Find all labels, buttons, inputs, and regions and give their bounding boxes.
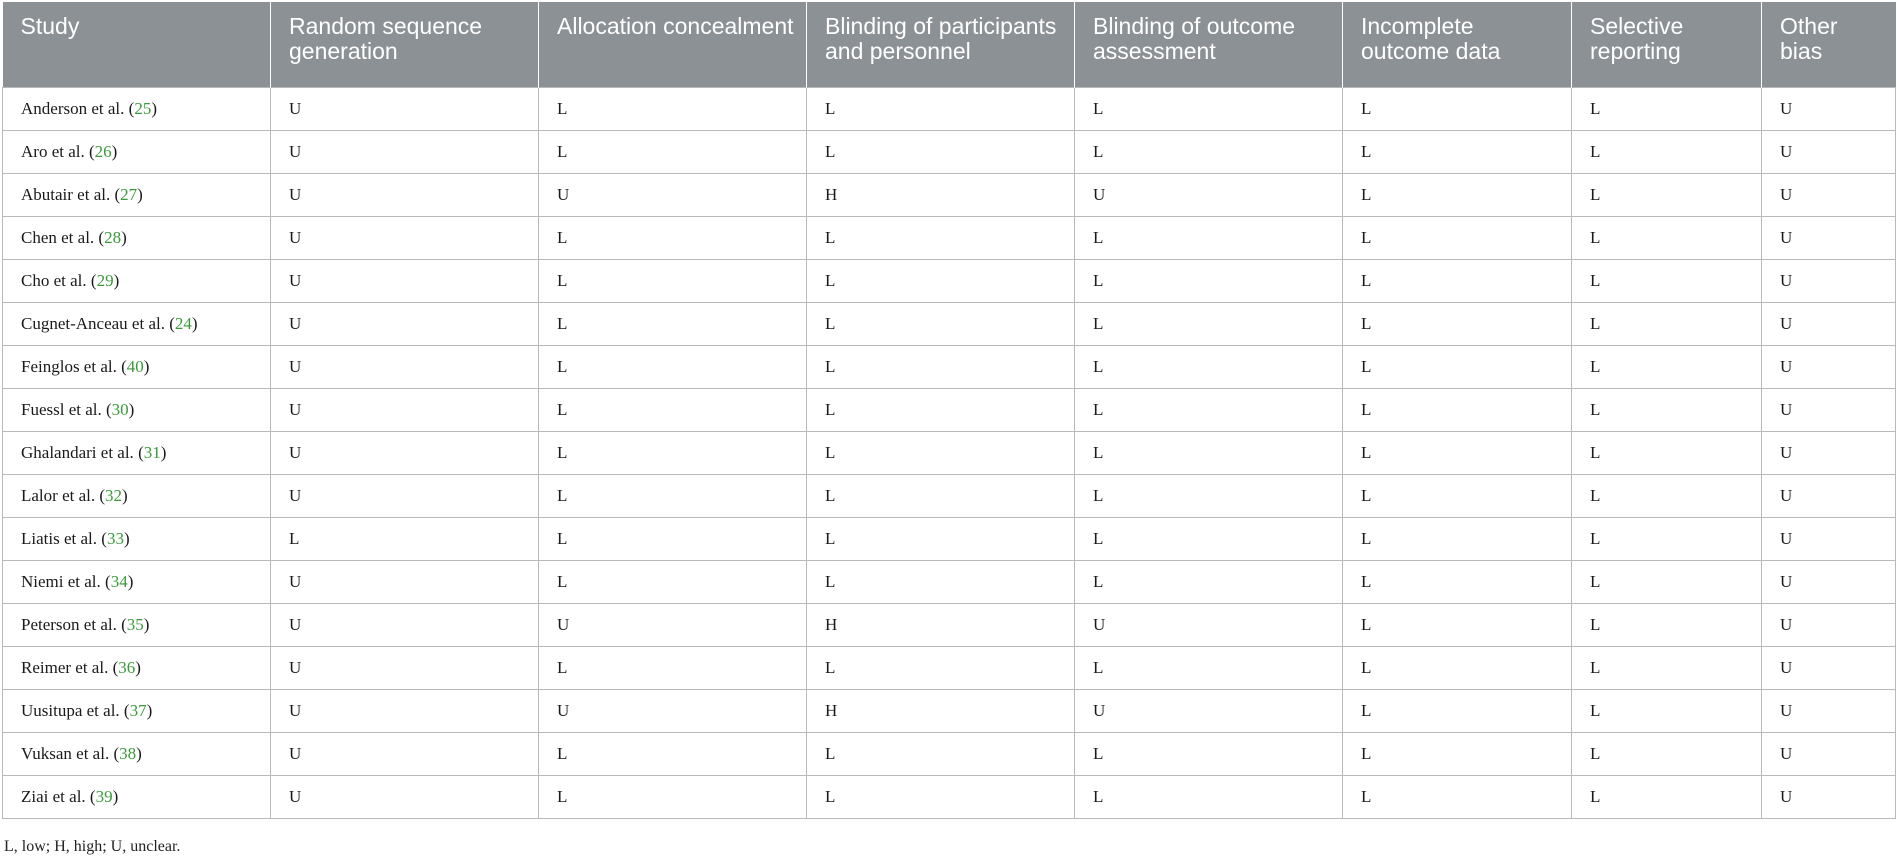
column-header: Incomplete outcome data xyxy=(1343,2,1572,87)
reference-link[interactable]: 24 xyxy=(174,313,192,333)
risk-rating-cell: U xyxy=(1762,130,1896,173)
risk-rating-cell: U xyxy=(539,173,807,216)
risk-rating-cell: L xyxy=(807,302,1075,345)
risk-rating-cell: U xyxy=(1762,646,1896,689)
study-cell: Cugnet-Anceau et al. (24) xyxy=(3,302,271,345)
table-row xyxy=(3,732,1896,775)
study-name: Uusitupa et al. xyxy=(21,700,120,720)
risk-rating-cell: L xyxy=(1572,603,1762,646)
risk-rating-cell: L xyxy=(1572,646,1762,689)
reference-link[interactable]: 32 xyxy=(105,485,123,505)
risk-rating-cell: L xyxy=(539,775,807,818)
risk-rating-cell: U xyxy=(271,173,539,216)
study-cell: Ziai et al. (39) xyxy=(3,775,271,818)
risk-rating-cell: U xyxy=(1762,517,1896,560)
table-row xyxy=(3,388,1896,431)
study-cell: Cho et al. (29) xyxy=(3,259,271,302)
risk-rating-cell: L xyxy=(539,302,807,345)
study-cell: Niemi et al. (34) xyxy=(3,560,271,603)
risk-of-bias-table xyxy=(2,2,1896,819)
table-body xyxy=(3,87,1896,818)
study-name: Chen et al. xyxy=(21,227,95,247)
risk-rating-cell: L xyxy=(807,474,1075,517)
risk-rating-cell: U xyxy=(271,646,539,689)
risk-rating-cell: L xyxy=(807,216,1075,259)
reference-link[interactable]: 28 xyxy=(104,227,122,247)
study-cell: Fuessl et al. (30) xyxy=(3,388,271,431)
table-row xyxy=(3,474,1896,517)
risk-rating-cell: L xyxy=(1572,388,1762,431)
study-name: Peterson et al. xyxy=(21,614,117,634)
risk-rating-cell: L xyxy=(1343,603,1572,646)
risk-rating-cell: L xyxy=(539,130,807,173)
risk-rating-cell: L xyxy=(1343,474,1572,517)
risk-rating-cell: L xyxy=(1572,689,1762,732)
risk-rating-cell: U xyxy=(1762,302,1896,345)
study-name: Niemi et al. xyxy=(21,571,101,591)
table-row xyxy=(3,87,1896,130)
risk-rating-cell: L xyxy=(1343,560,1572,603)
table-row xyxy=(3,130,1896,173)
column-header: Selective reporting xyxy=(1572,2,1762,87)
risk-rating-cell: U xyxy=(271,216,539,259)
risk-rating-cell: L xyxy=(539,560,807,603)
risk-rating-cell: L xyxy=(1572,216,1762,259)
reference-link[interactable]: 35 xyxy=(126,614,144,634)
column-header: Allocation concealment xyxy=(539,2,807,87)
risk-rating-cell: L xyxy=(1075,259,1343,302)
table-row xyxy=(3,173,1896,216)
risk-rating-cell: H xyxy=(807,173,1075,216)
risk-rating-cell: L xyxy=(807,259,1075,302)
reference-link[interactable]: 30 xyxy=(111,399,129,419)
study-cell: Chen et al. (28) xyxy=(3,216,271,259)
risk-rating-cell: L xyxy=(1343,259,1572,302)
risk-rating-cell: L xyxy=(807,646,1075,689)
study-cell: Liatis et al. (33) xyxy=(3,517,271,560)
study-cell: Aro et al. (26) xyxy=(3,130,271,173)
study-name: Ghalandari et al. xyxy=(21,442,134,462)
risk-rating-cell: L xyxy=(539,517,807,560)
risk-rating-cell: U xyxy=(1762,259,1896,302)
study-name: Liatis et al. xyxy=(21,528,98,548)
risk-rating-cell: U xyxy=(1762,689,1896,732)
risk-rating-cell: U xyxy=(1075,689,1343,732)
reference-link[interactable]: 36 xyxy=(118,657,136,677)
table-header xyxy=(3,2,1896,87)
risk-rating-cell: U xyxy=(271,732,539,775)
risk-rating-cell: L xyxy=(1343,732,1572,775)
risk-rating-cell: H xyxy=(807,603,1075,646)
reference-link[interactable]: 37 xyxy=(129,700,147,720)
reference-link[interactable]: 27 xyxy=(120,184,138,204)
risk-rating-cell: L xyxy=(807,517,1075,560)
risk-rating-cell: L xyxy=(1572,173,1762,216)
risk-rating-cell: L xyxy=(1075,87,1343,130)
table-row xyxy=(3,216,1896,259)
reference-link[interactable]: 34 xyxy=(110,571,128,591)
risk-rating-cell: U xyxy=(1762,775,1896,818)
column-header: Other bias xyxy=(1762,2,1896,87)
risk-rating-cell: U xyxy=(271,388,539,431)
risk-rating-cell: L xyxy=(1075,474,1343,517)
risk-rating-cell: L xyxy=(1343,345,1572,388)
risk-rating-cell: L xyxy=(1572,87,1762,130)
risk-rating-cell: L xyxy=(807,732,1075,775)
risk-rating-cell: L xyxy=(1343,216,1572,259)
risk-rating-cell: U xyxy=(271,775,539,818)
column-header: Blinding of participants and personnel xyxy=(807,2,1075,87)
risk-rating-cell: U xyxy=(1762,216,1896,259)
reference-link[interactable]: 33 xyxy=(106,528,124,548)
study-name: Cho et al. xyxy=(21,270,87,290)
risk-rating-cell: L xyxy=(1343,173,1572,216)
study-cell: Feinglos et al. (40) xyxy=(3,345,271,388)
risk-rating-cell: U xyxy=(271,689,539,732)
risk-rating-cell: L xyxy=(1572,259,1762,302)
study-name: Anderson et al. xyxy=(21,98,125,118)
table-row xyxy=(3,345,1896,388)
risk-rating-cell: L xyxy=(1572,130,1762,173)
reference-link[interactable]: 29 xyxy=(96,270,114,290)
risk-rating-cell: L xyxy=(539,87,807,130)
risk-rating-cell: U xyxy=(271,603,539,646)
risk-rating-cell: L xyxy=(1075,431,1343,474)
column-header: Random sequence generation xyxy=(271,2,539,87)
risk-rating-cell: L xyxy=(1075,216,1343,259)
study-name: Vuksan et al. xyxy=(21,743,110,763)
risk-rating-cell: L xyxy=(1572,302,1762,345)
study-cell: Lalor et al. (32) xyxy=(3,474,271,517)
risk-rating-cell: U xyxy=(539,603,807,646)
risk-rating-cell: L xyxy=(1343,130,1572,173)
risk-rating-cell: U xyxy=(1762,431,1896,474)
table-row xyxy=(3,302,1896,345)
study-name: Aro et al. xyxy=(21,141,85,161)
study-cell: Anderson et al. (25) xyxy=(3,87,271,130)
risk-rating-cell: L xyxy=(807,775,1075,818)
risk-rating-cell: L xyxy=(1572,517,1762,560)
study-name: Lalor et al. xyxy=(21,485,96,505)
risk-rating-cell: U xyxy=(1075,173,1343,216)
risk-rating-cell: L xyxy=(1075,130,1343,173)
study-name: Cugnet-Anceau et al. xyxy=(21,313,165,333)
reference-link[interactable]: 39 xyxy=(95,786,113,806)
risk-rating-cell: L xyxy=(1075,646,1343,689)
risk-rating-cell: U xyxy=(1762,87,1896,130)
risk-rating-cell: U xyxy=(1762,474,1896,517)
study-cell: Peterson et al. (35) xyxy=(3,603,271,646)
risk-rating-cell: L xyxy=(807,431,1075,474)
risk-rating-cell: L xyxy=(1572,560,1762,603)
risk-rating-cell: L xyxy=(807,560,1075,603)
risk-rating-cell: L xyxy=(1075,560,1343,603)
risk-rating-cell: U xyxy=(271,474,539,517)
risk-rating-cell: L xyxy=(539,259,807,302)
risk-rating-cell: L xyxy=(539,345,807,388)
header-row xyxy=(3,2,1896,87)
risk-rating-cell: U xyxy=(1762,173,1896,216)
risk-rating-cell: L xyxy=(1075,775,1343,818)
table-row xyxy=(3,689,1896,732)
study-name: Feinglos et al. xyxy=(21,356,117,376)
study-name: Ziai et al. xyxy=(21,786,86,806)
study-name: Reimer et al. xyxy=(21,657,109,677)
risk-rating-cell: L xyxy=(1343,689,1572,732)
risk-rating-cell: L xyxy=(1343,646,1572,689)
risk-rating-cell: L xyxy=(1572,431,1762,474)
table-row xyxy=(3,560,1896,603)
table-row xyxy=(3,431,1896,474)
risk-rating-cell: U xyxy=(539,689,807,732)
risk-rating-cell: L xyxy=(1075,732,1343,775)
table-row xyxy=(3,517,1896,560)
risk-rating-cell: L xyxy=(539,732,807,775)
reference-link[interactable]: 25 xyxy=(134,98,152,118)
risk-rating-cell: U xyxy=(1762,560,1896,603)
risk-rating-cell: L xyxy=(1075,388,1343,431)
risk-rating-cell: U xyxy=(1075,603,1343,646)
risk-rating-cell: L xyxy=(1343,517,1572,560)
study-cell: Abutair et al. (27) xyxy=(3,173,271,216)
risk-rating-cell: L xyxy=(1343,388,1572,431)
risk-rating-cell: L xyxy=(271,517,539,560)
risk-rating-cell: U xyxy=(271,87,539,130)
risk-rating-cell: U xyxy=(271,302,539,345)
risk-rating-cell: L xyxy=(807,388,1075,431)
study-name: Fuessl et al. xyxy=(21,399,102,419)
risk-rating-cell: H xyxy=(807,689,1075,732)
risk-rating-cell: L xyxy=(1572,732,1762,775)
risk-rating-cell: L xyxy=(539,216,807,259)
risk-rating-cell: L xyxy=(1075,517,1343,560)
risk-rating-cell: U xyxy=(271,259,539,302)
table-row xyxy=(3,603,1896,646)
table-row xyxy=(3,646,1896,689)
risk-rating-cell: U xyxy=(271,431,539,474)
reference-link[interactable]: 38 xyxy=(119,743,137,763)
reference-link[interactable]: 26 xyxy=(94,141,112,161)
risk-rating-cell: L xyxy=(1572,775,1762,818)
risk-rating-cell: L xyxy=(1343,87,1572,130)
risk-rating-cell: L xyxy=(807,345,1075,388)
study-cell: Reimer et al. (36) xyxy=(3,646,271,689)
risk-rating-cell: L xyxy=(1075,345,1343,388)
risk-rating-cell: L xyxy=(1075,302,1343,345)
risk-rating-cell: L xyxy=(807,130,1075,173)
study-cell: Vuksan et al. (38) xyxy=(3,732,271,775)
risk-rating-cell: L xyxy=(1343,775,1572,818)
table-row xyxy=(3,775,1896,818)
risk-rating-cell: L xyxy=(539,646,807,689)
risk-rating-cell: U xyxy=(1762,345,1896,388)
risk-rating-cell: L xyxy=(1572,474,1762,517)
table-row xyxy=(3,259,1896,302)
risk-rating-cell: L xyxy=(1343,431,1572,474)
risk-rating-cell: U xyxy=(271,130,539,173)
risk-rating-cell: L xyxy=(539,474,807,517)
risk-rating-cell: U xyxy=(1762,603,1896,646)
reference-link[interactable]: 40 xyxy=(126,356,144,376)
risk-rating-cell: L xyxy=(807,87,1075,130)
risk-rating-cell: L xyxy=(1572,345,1762,388)
study-name: Abutair et al. xyxy=(21,184,111,204)
risk-rating-cell: U xyxy=(271,345,539,388)
risk-rating-cell: L xyxy=(539,388,807,431)
risk-rating-cell: U xyxy=(1762,732,1896,775)
column-header: Study xyxy=(3,2,271,87)
study-cell: Ghalandari et al. (31) xyxy=(3,431,271,474)
risk-rating-cell: U xyxy=(1762,388,1896,431)
column-header: Blinding of outcome assessment xyxy=(1075,2,1343,87)
table-footnote: L, low; H, high; U, unclear. xyxy=(4,838,181,855)
risk-rating-cell: L xyxy=(539,431,807,474)
reference-link[interactable]: 31 xyxy=(143,442,161,462)
study-cell: Uusitupa et al. (37) xyxy=(3,689,271,732)
risk-of-bias-table-container xyxy=(2,2,1895,819)
risk-rating-cell: L xyxy=(1343,302,1572,345)
risk-rating-cell: U xyxy=(271,560,539,603)
